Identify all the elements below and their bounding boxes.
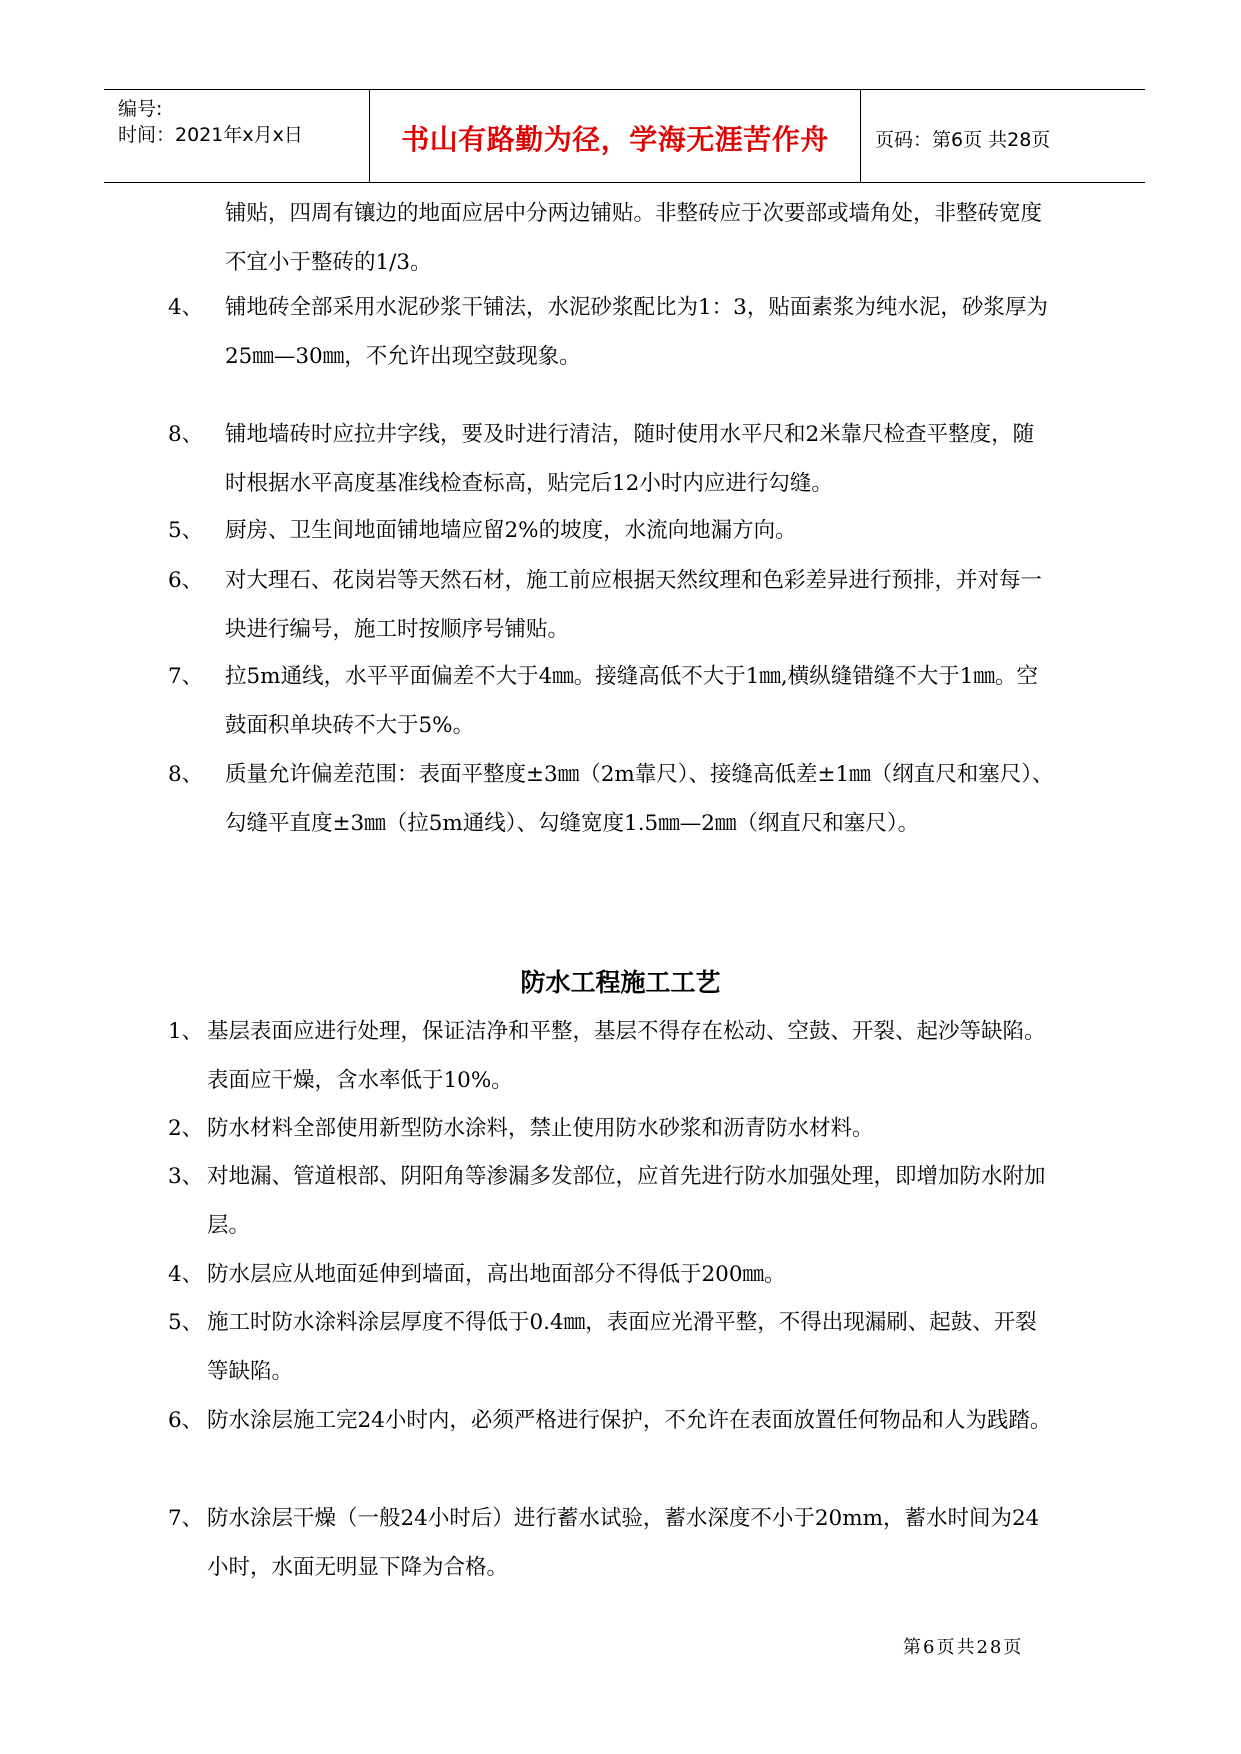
item-text: 铺地墙砖时应拉井字线，要及时进行清洁，随时使用水平尺和2米靠尺检查平整度，随时根据水平高度基准线检查标高，贴完后12小时内应进行勾缝。 — [225, 422, 1035, 496]
document-header — [104, 89, 1145, 183]
item-number: 7、 — [168, 664, 204, 689]
document-time: 时间：2021年x月x日 — [118, 124, 303, 146]
item-number: 5、 — [168, 1310, 204, 1335]
item-number: 4、 — [168, 1262, 204, 1287]
header-page-cell — [861, 90, 1145, 182]
item-text: 厨房、卫生间地面铺地墙应留2%的坡度，水流向地漏方向。 — [225, 518, 797, 543]
item-text: 防水材料全部使用新型防水涂料，禁止使用防水砂浆和沥青防水材料。 — [207, 1116, 874, 1141]
item-number: 5、 — [168, 518, 204, 543]
header-info-cell — [104, 90, 370, 182]
paragraph-text: 铺贴，四周有镶边的地面应居中分两边铺贴。非整砖应于次要部或墙角处，非整砖宽度不宜小于整砖的1/3。 — [225, 201, 1043, 275]
header-slogan-cell — [370, 90, 861, 182]
item-text: 防水涂层干燥（一般24小时后）进行蓄水试验，蓄水深度不小于20mm，蓄水时间为24小时，水面无明显下降为合格。 — [207, 1506, 1040, 1580]
item-number: 7、 — [168, 1506, 204, 1531]
item-text: 防水层应从地面延伸到墙面，高出地面部分不得低于200㎜。 — [207, 1262, 786, 1287]
item-number: 1、 — [168, 1019, 204, 1044]
item-text: 质量允许偏差范围：表面平整度±3㎜（2m靠尺）、接缝高低差±1㎜（纲直尺和塞尺）、勾缝平直度±3㎜（拉5m通线）、勾缝宽度1.5㎜—2㎜（纲直尺和塞尺）。 — [225, 762, 1054, 836]
item-number: 6、 — [168, 1408, 204, 1433]
item-text: 拉5m通线，水平平面偏差不大于4㎜。接缝高低不大于1㎜,横纵缝错缝不大于1㎜。空鼓面积单块砖不大于5%。 — [225, 664, 1038, 738]
item-text: 施工时防水涂料涂层厚度不得低于0.4㎜，表面应光滑平整，不得出现漏刷、起鼓、开裂等缺陷。 — [207, 1310, 1037, 1384]
item-text: 基层表面应进行处理，保证洁净和平整，基层不得存在松动、空鼓、开裂、起沙等缺陷。表面应干燥，含水率低于10%。 — [207, 1019, 1046, 1093]
item-text: 对大理石、花岗岩等天然石材，施工前应根据天然纹理和色彩差异进行预排，并对每一块进行编号，施工时按顺序号铺贴。 — [225, 568, 1043, 642]
item-text: 对地漏、管道根部、阴阳角等渗漏多发部位，应首先进行防水加强处理，即增加防水附加层。 — [207, 1164, 1046, 1238]
header-page-code: 页码：第6页 共28页 — [875, 129, 1051, 151]
document-number-label: 编号: — [118, 98, 163, 120]
item-number: 6、 — [168, 568, 204, 593]
item-number: 2、 — [168, 1116, 204, 1141]
item-number: 8、 — [168, 762, 204, 787]
item-number: 8、 — [168, 422, 204, 447]
item-number: 3、 — [168, 1164, 204, 1189]
item-text: 防水涂层施工完24小时内，必须严格进行保护，不允许在表面放置任何物品和人为践踏。 — [207, 1408, 1052, 1433]
item-text: 铺地砖全部采用水泥砂浆干铺法，水泥砂浆配比为1：3，贴面素浆为纯水泥，砂浆厚为25㎜—30㎜，不允许出现空鼓现象。 — [225, 295, 1048, 369]
header-slogan: 书山有路勤为径，学海无涯苦作舟 — [401, 123, 829, 156]
section-title: 防水工程施工工艺 — [520, 968, 721, 997]
page-footer: 第6页共28页 — [903, 1637, 1024, 1658]
item-number: 4、 — [168, 295, 204, 320]
